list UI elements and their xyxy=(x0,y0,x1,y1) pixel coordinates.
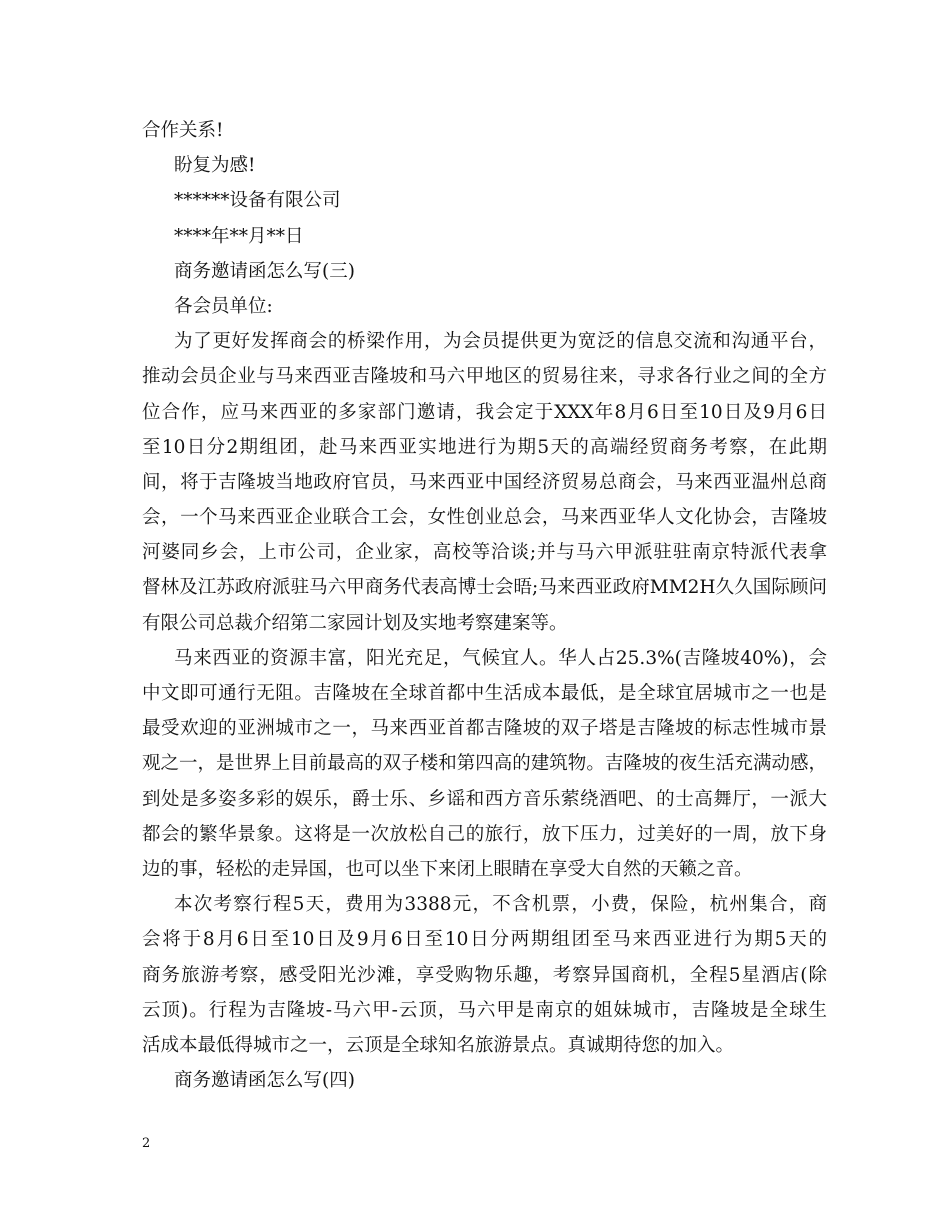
text-line: 马来西亚的资源丰富，阳光充足，气候宜人。华人占25.3%(吉隆坡40%)，会 xyxy=(174,647,827,669)
document-body xyxy=(142,113,827,1098)
text-line: 活成本最低得城市之一，云顶是全球知名旅游景点。真诚期待您的加入。 xyxy=(142,1034,735,1056)
text-line: 会，一个马来西亚企业联合工会，女性创业总会，马来西亚华人文化协会，吉隆坡 xyxy=(142,507,827,529)
text-line: 盼复为感! xyxy=(174,155,256,177)
text-line: 各会员单位: xyxy=(174,295,273,317)
page-number: 2 xyxy=(142,1136,151,1151)
text-line: 云顶)。行程为吉隆坡-马六甲-云顶，马六甲是南京的姐妹城市，吉隆坡是全球生 xyxy=(142,999,827,1021)
text-line: 河婆同乡会，上市公司，企业家，高校等洽谈;并与马六甲派驻驻南京特派代表拿 xyxy=(142,542,827,564)
text-line: 都会的繁华景象。这将是一次放松自己的旅行，放下压力，过美好的一周，放下身 xyxy=(142,823,827,845)
text-line: 合作关系! xyxy=(142,120,224,141)
text-line: 到处是多姿多彩的娱乐，爵士乐、乡谣和西方音乐萦绕酒吧、的士高舞厅，一派大 xyxy=(142,788,827,810)
text-line: 商务旅游考察，感受阳光沙滩，享受购物乐趣，考察异国商机，全程5星酒店(除 xyxy=(142,964,827,986)
text-line: 为了更好发挥商会的桥梁作用，为会员提供更为宽泛的信息交流和沟通平台， xyxy=(174,331,827,353)
text-line: 会将于8月6日至10日及9月6日至10日分两期组团至马来西亚进行为期5天的 xyxy=(142,929,827,951)
text-line: 中文即可通行无阻。吉隆坡在全球首都中生活成本最低，是全球宜居城市之一也是 xyxy=(142,683,827,704)
text-line: 有限公司总裁介绍第二家园计划及实地考察建案等。 xyxy=(142,612,568,634)
text-line: 推动会员企业与马来西亚吉隆坡和马六甲地区的贸易往来，寻求各行业之间的全方 xyxy=(142,366,827,388)
text-line: 督林及江苏政府派驻马六甲商务代表高博士会晤;马来西亚政府MM2H久久国际顾问 xyxy=(142,577,827,599)
text-line: 本次考察行程5天，费用为3388元，不含机票，小费，保险，杭州集合，商 xyxy=(174,894,827,916)
text-line: 商务邀请函怎么写(三) xyxy=(174,260,355,282)
text-line: ****年**月**日 xyxy=(174,225,304,247)
text-line: 至10日分2期组团，赴马来西亚实地进行为期5天的高端经贸商务考察，在此期 xyxy=(142,436,827,458)
text-line: 观之一，是世界上目前最高的双子楼和第四高的建筑物。吉隆坡的夜生活充满动感， xyxy=(142,753,827,775)
text-line: 间，将于吉隆坡当地政府官员，马来西亚中国经济贸易总商会，马来西亚温州总商 xyxy=(142,471,827,493)
text-line: ******设备有限公司 xyxy=(174,190,341,212)
text-line: 边的事，轻松的走异国，也可以坐下来闭上眼睛在享受大自然的天籁之音。 xyxy=(142,858,753,880)
text-line: 位合作，应马来西亚的多家部门邀请，我会定于XXX年8月6日至10日及9月6日 xyxy=(142,401,827,423)
text-line: 商务邀请函怎么写(四) xyxy=(174,1070,355,1092)
text-line: 最受欢迎的亚洲城市之一，马来西亚首都吉隆坡的双子塔是吉隆坡的标志性城市景 xyxy=(142,718,827,740)
